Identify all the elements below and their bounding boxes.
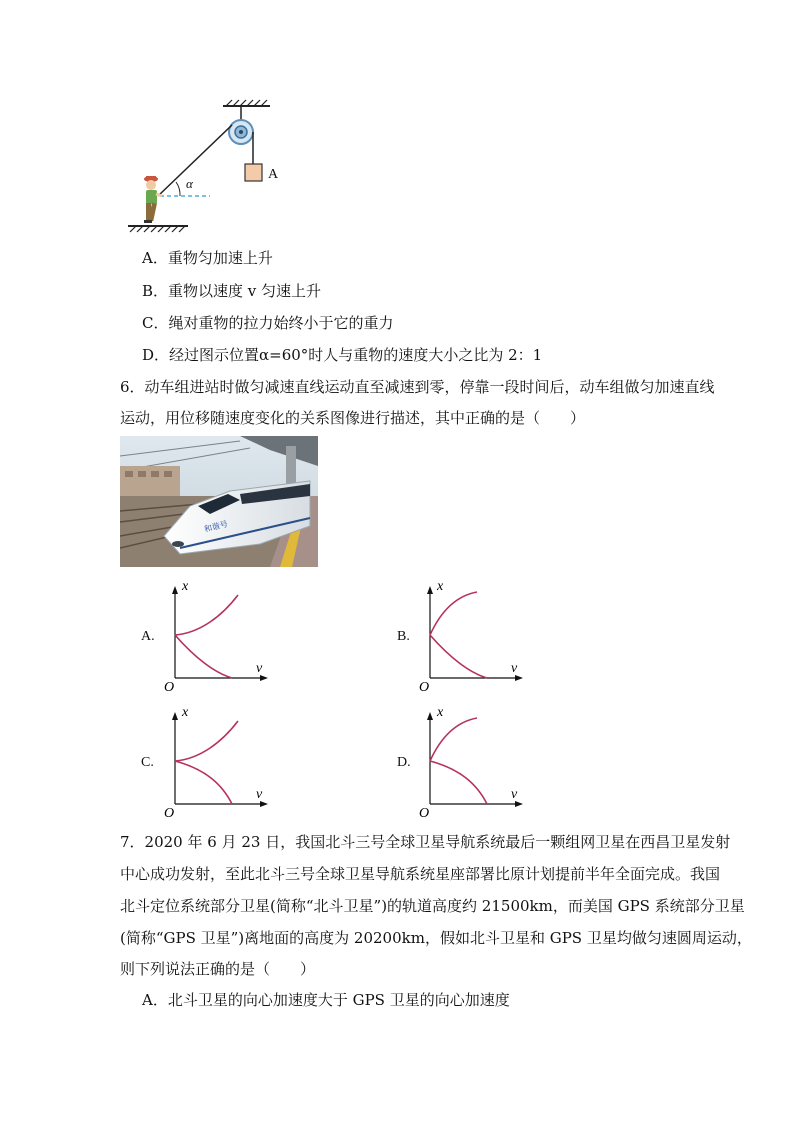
graph-a-ylabel: x (182, 579, 189, 594)
q7-stem-line-4: (简称“GPS 卫星”)离地面的高度为 20200km，假如北斗卫星和 GPS 卫星均做匀速圆周运动， (120, 929, 752, 947)
graph-a-curve-decel (175, 635, 232, 678)
q5-option-c: C．绳对重物的拉力始终小于它的重力 (142, 314, 394, 332)
graph-c-label: C. (141, 755, 154, 770)
q5-option-d: D．经过图示位置α=60°时人与重物的速度大小之比为 2：1 (142, 346, 543, 364)
graph-b-curve-decel (430, 635, 487, 678)
graph-d-label: D. (397, 755, 411, 770)
graph-c-ylabel: x (182, 705, 189, 720)
person-icon (144, 176, 162, 223)
graph-b (415, 578, 530, 693)
angle-label: α (186, 176, 193, 191)
graph-c-curve-decel (175, 761, 232, 804)
q7-option-a: A．北斗卫星的向心加速度大于 GPS 卫星的向心加速度 (142, 991, 510, 1009)
rope (158, 125, 232, 196)
q5-option-a: A．重物匀加速上升 (142, 249, 273, 267)
q5-option-b: B．重物以速度 v 匀速上升 (142, 282, 322, 300)
block-a (245, 164, 262, 181)
graph-a (160, 578, 275, 693)
q7-stem-line-3: 北斗定位系统部分卫星(简称“北斗卫星”)的轨道高度约 21500km，而美国 GPS 系统部分卫星 (120, 897, 745, 915)
graph-b-origin: O (419, 680, 430, 693)
graph-b-ylabel: x (437, 579, 444, 594)
q7-stem-line-2: 中心成功发射，至此北斗三号全球卫星导航系统星座部署比原计划提前半年全面完成。我国 (120, 865, 721, 883)
q6-stem-line-1: 6．动车组进站时做匀减速直线运动直至减速到零，停靠一段时间后，动车组做匀加速直线 (120, 378, 715, 396)
graph-d (415, 704, 530, 819)
graph-c (160, 704, 275, 819)
graph-a-label: A. (141, 629, 155, 644)
graph-b-curve-accel (430, 592, 477, 635)
graph-a-curve-accel (175, 595, 238, 635)
q7-stem-line-1: 7．2020 年 6 月 23 日，我国北斗三号全球卫星导航系统最后一颗组网卫星在西昌卫星发射 (120, 833, 731, 851)
graph-a-xlabel: v (256, 661, 263, 676)
graph-d-curve-decel (430, 761, 487, 804)
block-a-label: A (268, 167, 279, 182)
graph-b-label: B. (397, 629, 410, 644)
graph-c-origin: O (164, 806, 175, 819)
q6-stem-line-2: 运动，用位移随速度变化的关系图像进行描述，其中正确的是（ ） (120, 409, 586, 427)
pulley-figure (118, 98, 318, 238)
train-photo (120, 436, 318, 567)
graph-d-origin: O (419, 806, 430, 819)
graph-d-curve-accel (430, 718, 477, 761)
train-plate-text: 和谐号 (203, 519, 229, 534)
graph-a-origin: O (164, 680, 175, 693)
pulley-wheel-icon (229, 120, 253, 144)
q7-stem-line-5: 则下列说法正确的是（ ） (120, 960, 316, 978)
graph-c-curve-accel (175, 721, 238, 761)
graph-d-xlabel: v (511, 787, 518, 802)
graph-d-ylabel: x (437, 705, 444, 720)
graph-b-xlabel: v (511, 661, 518, 676)
graph-c-xlabel: v (256, 787, 263, 802)
